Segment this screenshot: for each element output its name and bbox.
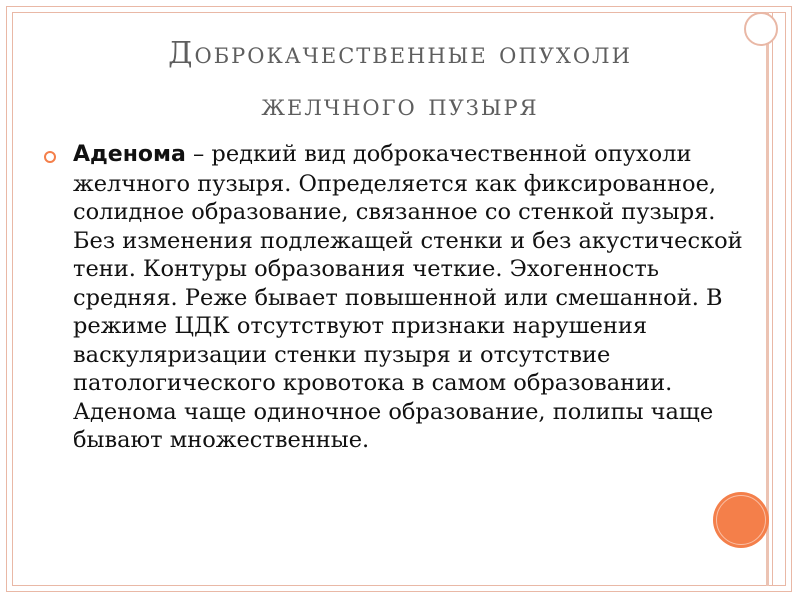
- side-decoration-line: [772, 12, 773, 586]
- bullet-paragraph: [73, 140, 744, 455]
- decorative-circle-filled: [713, 492, 769, 548]
- side-decoration-band: [766, 12, 769, 586]
- bullet-circle-icon: [44, 151, 56, 163]
- decorative-circle-outline: [744, 12, 778, 46]
- slide-title-line-2: желчного пузыря: [261, 88, 539, 123]
- slide-title-line-1: Доброкачественные опухоли: [168, 36, 632, 71]
- slide-title: [60, 28, 740, 132]
- slide-body: [44, 140, 744, 455]
- bullet-term: Аденома: [73, 142, 186, 167]
- bullet-text: редкий вид доброкачественной опухоли желчного пузыря. Определяется как фиксированное, солидное образование, связанное со стенкой пузыря. Без изменения подлежащей стенки и без акустической тени. Контуры образования четкие. Эхогенность средняя. Реже бывает повышенной или смешанной. В режиме ЦДК отсутствуют признаки нарушения васкуляризации стенки пузыря и отсутствие патологического кровотока в самом образовании. Аденома чаще одиночное образование, полипы чаще бывают множественные.: [73, 141, 743, 453]
- bullet-dash: –: [185, 141, 212, 167]
